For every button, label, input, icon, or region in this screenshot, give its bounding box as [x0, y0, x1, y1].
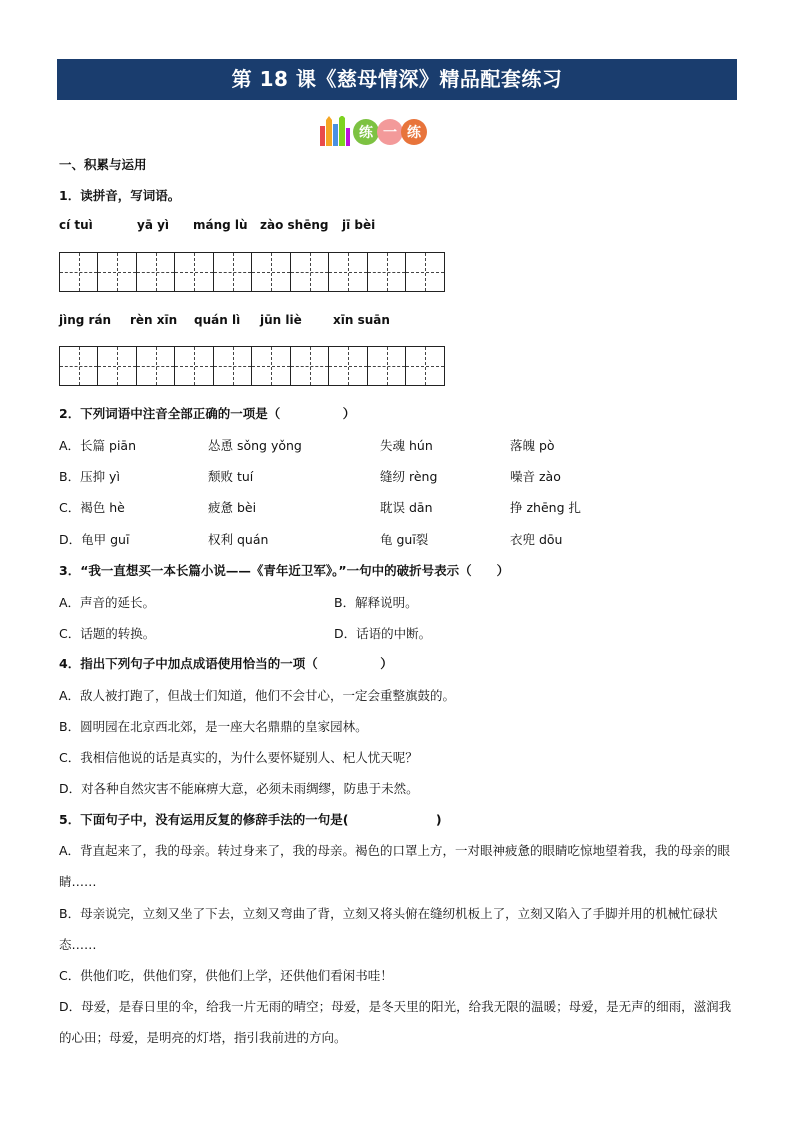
- page-title: 第 18 课《慈母情深》精品配套练习: [57, 59, 737, 100]
- word-box: [59, 346, 137, 386]
- pinyin-7: rèn xīn: [130, 313, 178, 327]
- q2-option-d-2: 权利 quán: [208, 532, 269, 547]
- writing-grid-row-1[interactable]: [59, 252, 445, 292]
- pinyin-1: cí tuì: [59, 218, 93, 232]
- question-1-stem: 1．读拼音，写词语。: [59, 188, 181, 203]
- word-box: [59, 252, 137, 292]
- q5-option-d: D．母爱，是春日里的伞，给我一片无雨的晴空；母爱，是冬天里的阳光，给我无限的温暖；母爱，是无声的细雨，滋润我的心田；母爱，是明亮的灯塔，指引我前进的方向。: [59, 999, 732, 1045]
- badge-char-3: 练: [407, 125, 421, 141]
- q2-option-a-1: A．长篇 piān: [59, 438, 137, 453]
- word-box: [214, 346, 291, 386]
- q5-option-b: B．母亲说完，立刻又坐了下去，立刻又弯曲了背，立刻又将头俯在缝纫机板上了，立刻又陷入了手脚并用的机械忙碌状态……: [59, 906, 718, 952]
- word-box: [137, 346, 214, 386]
- q2-option-a-3: 失魂 hún: [380, 438, 433, 453]
- q5-option-c: C．供他们吃，供他们穿，供他们上学，还供他们看闲书哇！: [59, 968, 393, 983]
- word-box: [214, 252, 291, 292]
- q3-option-d: D．话语的中断。: [334, 626, 432, 641]
- q2-option-d-1: D．龟甲 guī: [59, 532, 130, 547]
- q2-option-c-4: 挣 zhēng 扎: [510, 500, 581, 515]
- q3-option-a: A．声音的延长。: [59, 595, 156, 610]
- q2-option-c-2: 疲惫 bèi: [208, 500, 257, 515]
- practice-badge-logo: [318, 116, 428, 148]
- q4-option-a: A．敌人被打跑了，但战士们知道，他们不会甘心，一定会重整旗鼓的。: [59, 688, 456, 703]
- q2-option-d-3: 龟 guī裂: [380, 532, 429, 547]
- section-heading: 一、积累与运用: [59, 157, 147, 172]
- pinyin-8: quán lì: [194, 313, 241, 327]
- badge-char-1: 练: [359, 125, 373, 141]
- q5-option-a: A．背直起来了，我的母亲。转过身来了，我的母亲。褐色的口罩上方，一对眼神疲惫的眼睛吃惊地望着我，我的母亲的眼睛……: [59, 843, 731, 889]
- q4-option-c: C．我相信他说的话是真实的，为什么要怀疑别人、杞人忧天呢？: [59, 750, 418, 765]
- q2-option-b-2: 颓败 tuí: [208, 469, 254, 484]
- q3-option-c: C．话题的转换。: [59, 626, 156, 641]
- word-box: [291, 346, 368, 386]
- q2-option-c-3: 耽误 dān: [380, 500, 433, 515]
- badge-char-2: 一: [383, 125, 397, 141]
- q2-option-a-2: 怂恿 sǒng yǒng: [208, 438, 302, 453]
- pinyin-9: jūn liè: [260, 313, 302, 327]
- pinyin-4: zào shēng: [260, 218, 329, 232]
- pinyin-5: jī bèi: [342, 218, 376, 232]
- pinyin-2: yā yì: [137, 218, 170, 232]
- question-4-stem: 4．指出下列句子中加点成语使用恰当的一项（ ）: [59, 656, 393, 671]
- q2-option-c-1: C．褐色 hè: [59, 500, 125, 515]
- question-3-stem: 3．“我一直想买一本长篇小说——《青年近卫军》。”一句中的破折号表示（ ）: [59, 563, 510, 578]
- word-box: [291, 252, 368, 292]
- q2-option-a-4: 落魄 pò: [510, 438, 555, 453]
- q2-option-b-1: B．压抑 yì: [59, 469, 120, 484]
- q4-option-b: B．圆明园在北京西北郊，是一座大名鼎鼎的皇家园林。: [59, 719, 368, 734]
- q2-option-d-4: 衣兜 dōu: [510, 532, 563, 547]
- q3-option-b: B．解释说明。: [334, 595, 418, 610]
- pinyin-3: máng lù: [193, 218, 248, 232]
- q4-option-d: D．对各种自然灾害不能麻痹大意，必须未雨绸缪，防患于未然。: [59, 781, 419, 796]
- word-box: [368, 252, 445, 292]
- question-5-stem: 5．下面句子中，没有运用反复的修辞手法的一句是( ): [59, 812, 442, 827]
- pinyin-10: xīn suān: [333, 313, 390, 327]
- word-box: [137, 252, 214, 292]
- q2-option-b-3: 缝纫 rèng: [380, 469, 438, 484]
- word-box: [368, 346, 445, 386]
- writing-grid-row-2[interactable]: [59, 346, 445, 386]
- q2-option-b-4: 噪音 zào: [510, 469, 561, 484]
- question-2-stem: 2．下列词语中注音全部正确的一项是（ ）: [59, 406, 356, 421]
- pinyin-6: jìng rán: [59, 313, 112, 327]
